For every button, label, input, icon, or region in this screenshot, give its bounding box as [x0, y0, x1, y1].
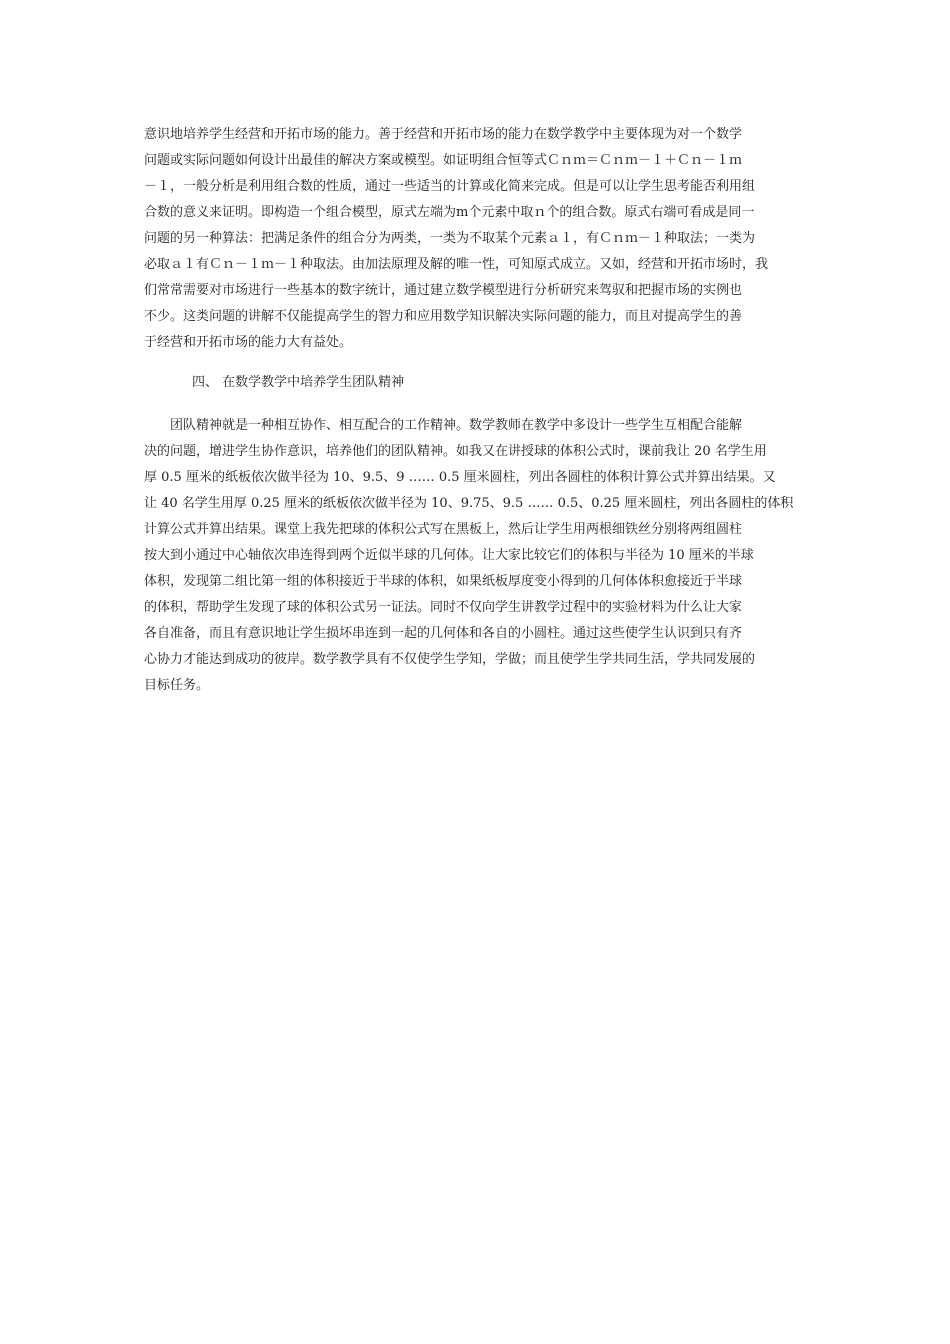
- paragraph-line: 们常常需要对市场进行一些基本的数字统计，通过建立数学模型进行分析研究来驾驭和把握市场的实例也: [144, 283, 743, 298]
- paragraph-line: －１，一般分析是利用组合数的性质，通过一些适当的计算或化简来完成。但是可以让学生思考能否利用组: [144, 179, 756, 194]
- paragraph-team-spirit: [144, 413, 804, 699]
- paragraph-line: 必取ａ１有Ｃｎ－１ｍ－１种取法。由加法原理及解的唯一性，可知原式成立。又如，经营和开拓市场时，我: [144, 257, 769, 272]
- paragraph-line: 于经营和开拓市场的能力大有益处。: [144, 335, 353, 350]
- section-heading: 四、 在数学教学中培养学生团队精神: [192, 375, 405, 390]
- paragraph-line: 目标任务。: [144, 678, 210, 693]
- paragraph-line: 问题的另一种算法：把满足条件的组合分为两类，一类为不取某个元素ａ１，有Ｃｎｍ－１种取法；一类为: [144, 231, 756, 246]
- paragraph-line: 计算公式并算出结果。课堂上我先把球的体积公式写在黑板上，然后让学生用两根细铁丝分别将两组圆柱: [144, 522, 743, 537]
- paragraph-line: 决的问题，增进学生协作意识，培养他们的团队精神。如我又在讲授球的体积公式时，课前我让 20 名学生用: [144, 444, 767, 459]
- paragraph-line: 按大到小通过中心轴依次串连得到两个近似半球的几何体。让大家比较它们的体积与半径为 10 厘米的半球: [144, 548, 754, 563]
- paragraph-line: 意识地培养学生经营和开拓市场的能力。善于经营和开拓市场的能力在数学教学中主要体现为对一个数学: [144, 127, 743, 142]
- paragraph-line: 体积，发现第二组比第一组的体积接近于半球的体积，如果纸板厚度变小得到的几何体体积愈接近于半球: [144, 574, 743, 589]
- paragraph-line: 问题或实际问题如何设计出最佳的解决方案或模型。如证明组合恒等式Ｃｎｍ＝Ｃｎｍ－１＋Ｃｎ－１ｍ: [144, 153, 743, 168]
- paragraph-line: 厚 0.5 厘米的纸板依次做半径为 10、9.5、9 …… 0.5 厘米圆柱，列出各圆柱的体积计算公式并算出结果。又: [144, 470, 776, 485]
- paragraph-line: 各自准备，而且有意识地让学生损坏串连到一起的几何体和各自的小圆柱。通过这些使学生认识到只有齐: [144, 626, 743, 641]
- paragraph-line: 合数的意义来证明。即构造一个组合模型，原式左端为m个元素中取ｎ个的组合数。原式右端可看成是同一: [144, 205, 755, 220]
- paragraph-market-ability: [144, 122, 804, 356]
- paragraph-line: 不少。这类问题的讲解不仅能提高学生的智力和应用数学知识解决实际问题的能力，而且对提高学生的善: [144, 309, 743, 324]
- paragraph-line: 团队精神就是一种相互协作、相互配合的工作精神。数学教师在教学中多设计一些学生互相配合能解: [170, 418, 743, 433]
- paragraph-line: 让 40 名学生用厚 0.25 厘米的纸板依次做半径为 10、9.75、9.5 …… 0.5、0.25 厘米圆柱，列出各圆柱的体积: [144, 496, 794, 511]
- paragraph-line: 心协力才能达到成功的彼岸。数学教学具有不仅使学生学知，学做；而且使学生学共同生活，学共同发展的: [144, 652, 756, 667]
- paragraph-line: 的体积，帮助学生发现了球的体积公式另一证法。同时不仅向学生讲教学过程中的实验材料为什么让大家: [144, 600, 743, 615]
